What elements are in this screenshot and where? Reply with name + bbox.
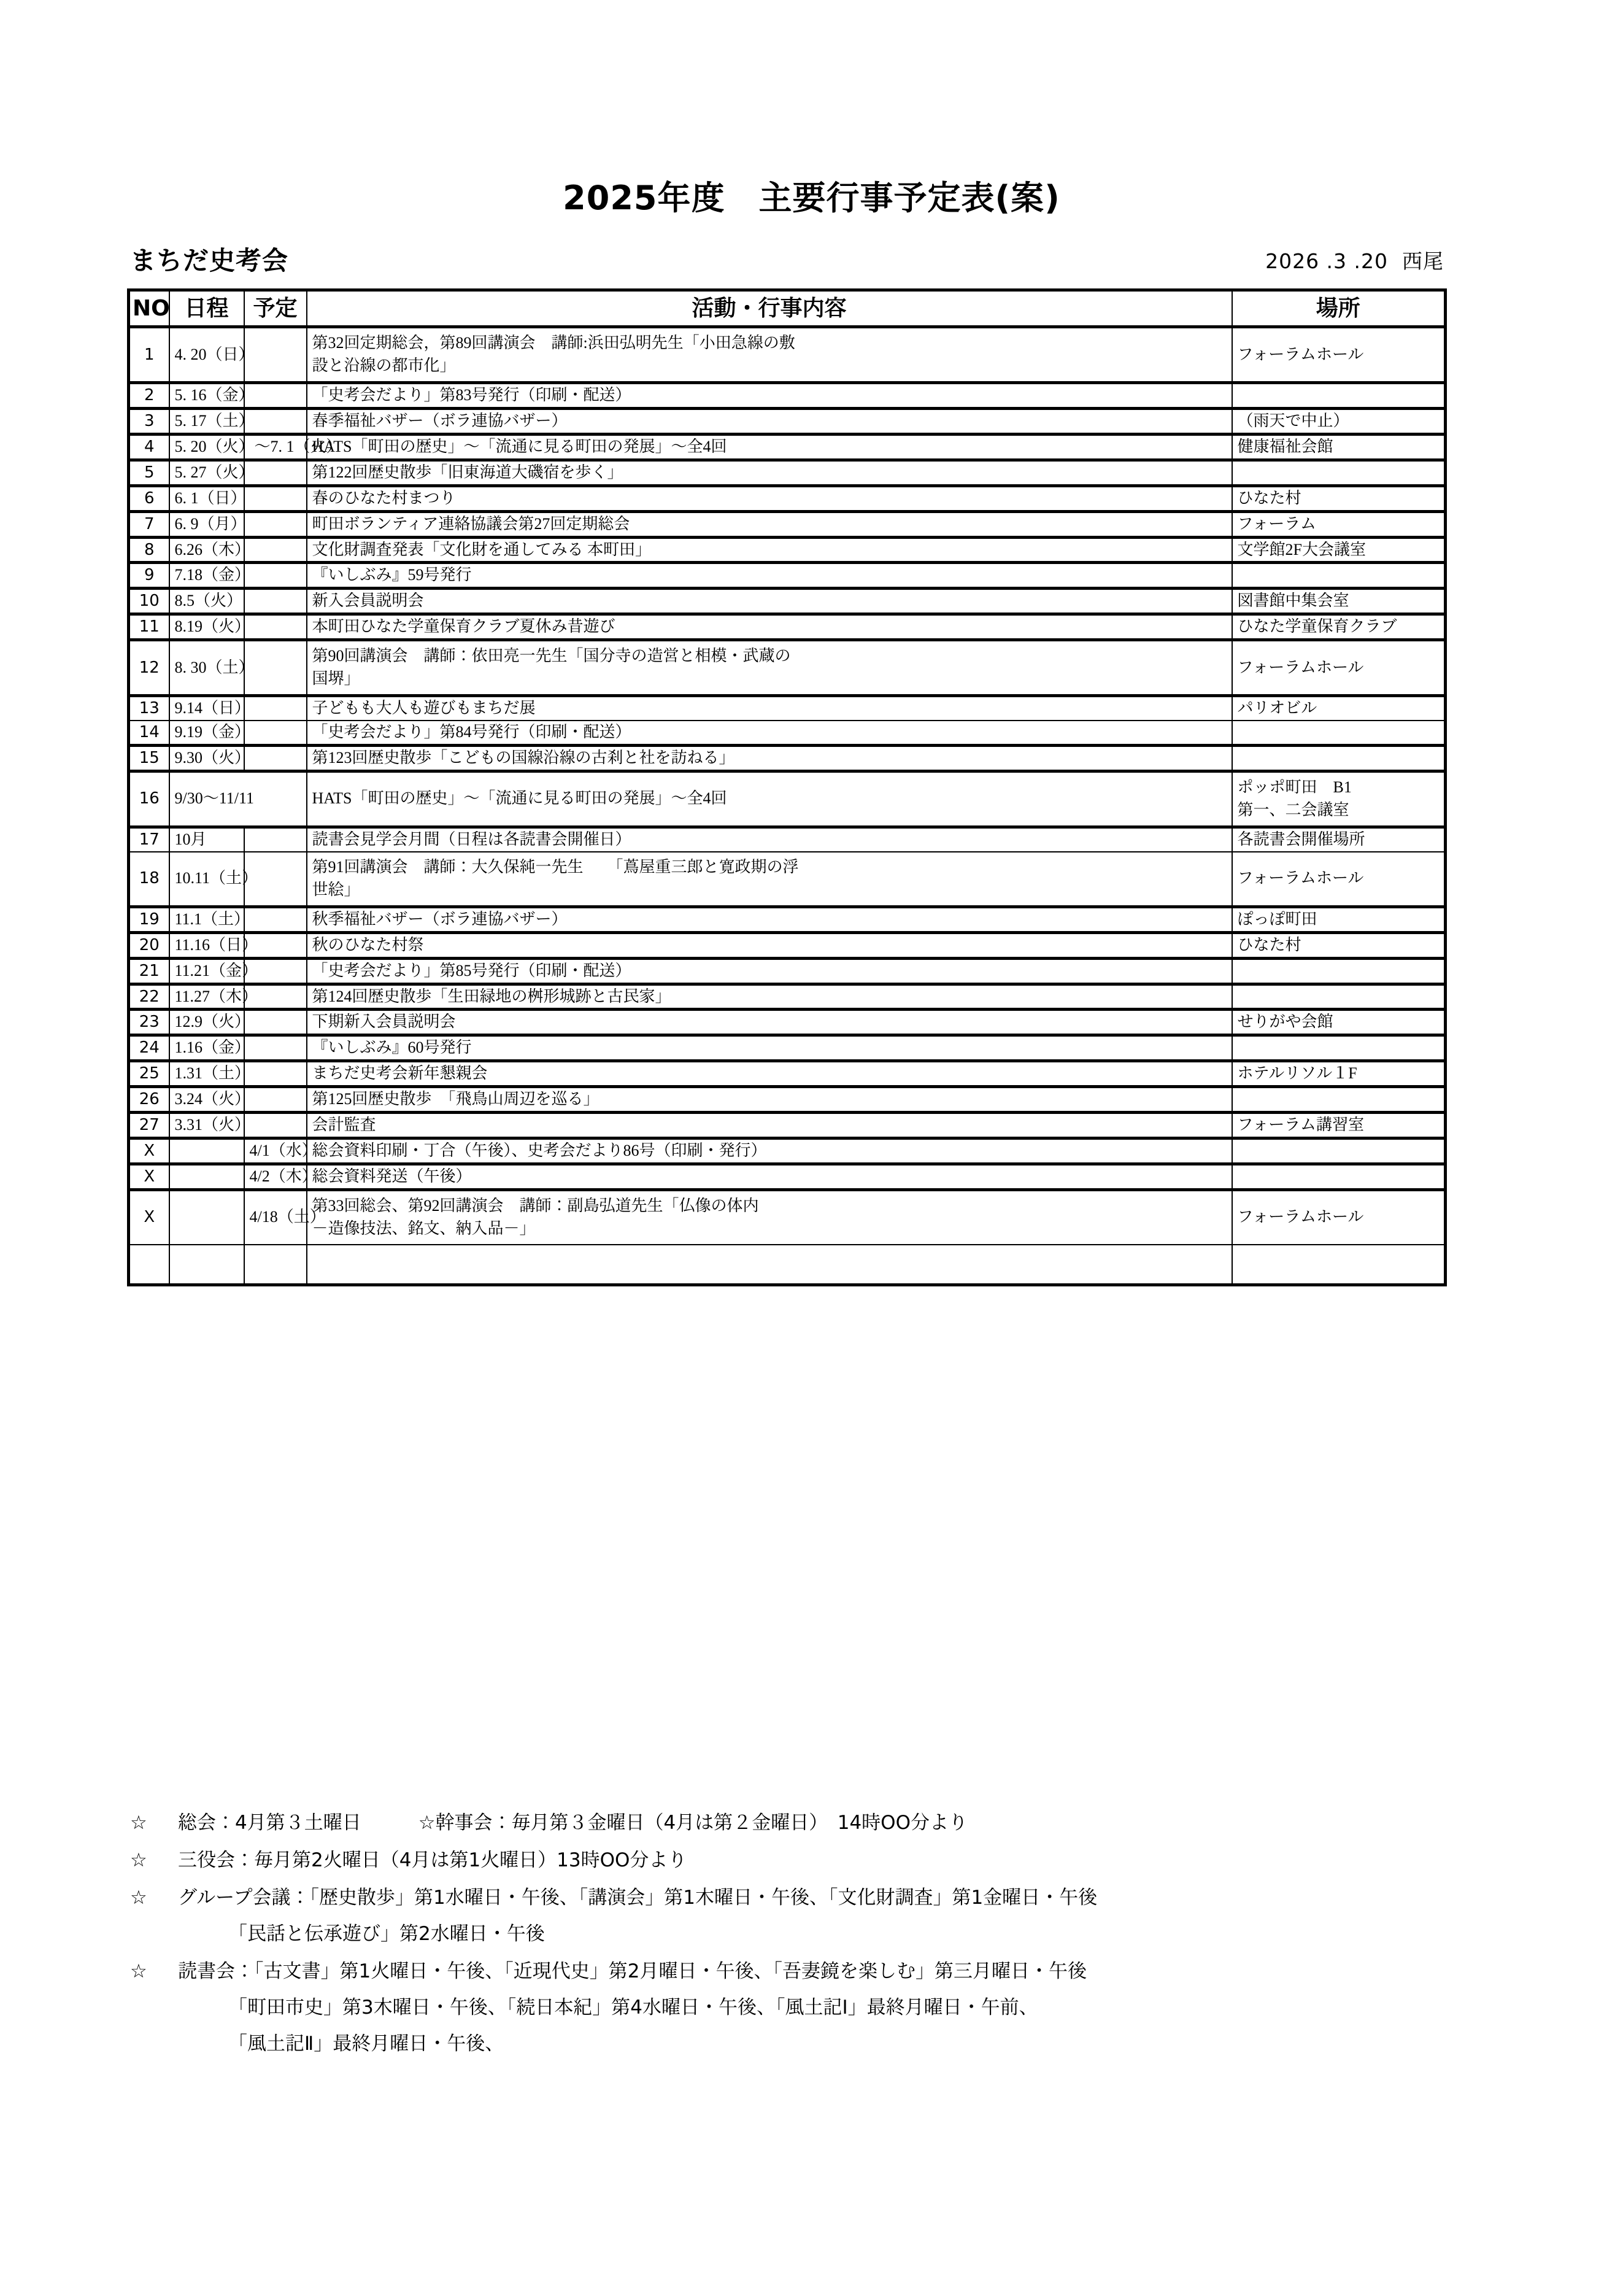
- column-header-activity: 活動・行事内容: [307, 290, 1232, 327]
- note-text: 三役会：毎月第2火曜日（4月は第1火曜日）13時OO分より: [178, 1849, 687, 1871]
- cell-date: 5. 16（金）: [169, 383, 244, 409]
- cell-plan: [244, 485, 307, 511]
- table-row: [129, 745, 1446, 771]
- table-row: [129, 1061, 1446, 1087]
- cell-place: フォーラムホール: [1232, 1189, 1446, 1245]
- cell-no: 20: [129, 932, 169, 958]
- table-row: [129, 537, 1446, 563]
- cell-place: [1232, 563, 1446, 589]
- cell-no: 6: [129, 485, 169, 511]
- cell-plan: [244, 721, 307, 745]
- cell-plan: [244, 614, 307, 640]
- table-row: [129, 563, 1446, 589]
- table-row: [129, 1138, 1446, 1164]
- cell-date: 10.11（土）: [169, 852, 244, 907]
- cell-place: [1232, 1087, 1446, 1113]
- cell-activity: [307, 383, 1232, 409]
- activity-line: 町田ボランティア連絡協議会第27回定期総会: [312, 514, 630, 533]
- cell-no: 4: [129, 434, 169, 460]
- cell-plan: [244, 1113, 307, 1138]
- cell-activity: [307, 1189, 1232, 1245]
- table-row: [129, 485, 1446, 511]
- cell-date: 8. 30（土）: [169, 640, 244, 696]
- table-header-row: [129, 290, 1446, 327]
- cell-date: 11.1（土）: [169, 906, 244, 932]
- activity-line: 読書会見学会月間（日程は各読書会開催日）: [312, 830, 631, 848]
- cell-activity: [307, 434, 1232, 460]
- table-row: [129, 1164, 1446, 1189]
- cell-plan: [244, 906, 307, 932]
- cell-place: フォーラムホール: [1232, 327, 1446, 383]
- cell-no: X: [129, 1138, 169, 1164]
- cell-no: 27: [129, 1113, 169, 1138]
- table-row: [129, 906, 1446, 932]
- cell-activity: [307, 1138, 1232, 1164]
- table-row: [129, 1189, 1446, 1245]
- cell-date: 3.31（火）: [169, 1113, 244, 1138]
- cell-date: 5. 20（火）〜7. 1（火）: [169, 434, 244, 460]
- cell-activity: [307, 852, 1232, 907]
- star-icon: ☆: [130, 1887, 147, 1909]
- note-continuation-line: 「風土記Ⅱ」最終月曜日・午後、: [228, 2033, 504, 2055]
- cell-place: [1232, 745, 1446, 771]
- cell-plan: [244, 827, 307, 851]
- cell-date: 7.18（金）: [169, 563, 244, 589]
- activity-line: まちだ史考会新年懇親会: [312, 1064, 488, 1083]
- cell-date: 9.19（金）: [169, 721, 244, 745]
- place-line: ポッポ町田 B1: [1237, 778, 1352, 796]
- cell-no: 11: [129, 614, 169, 640]
- cell-activity: [307, 696, 1232, 721]
- activity-line: 世絵」: [312, 880, 360, 899]
- cell-no: 22: [129, 984, 169, 1010]
- table-row: [129, 460, 1446, 485]
- cell-date: 3.24（火）: [169, 1087, 244, 1113]
- cell-place: （雨天で中止）: [1232, 409, 1446, 435]
- cell-date: 4. 20（日）: [169, 327, 244, 383]
- activity-line: 国堺」: [312, 670, 360, 688]
- cell-place: [1232, 958, 1446, 984]
- cell-no: 12: [129, 640, 169, 696]
- activity-line: 第33回総会、第92回講演会 講師：副島弘道先生「仏像の体内: [312, 1196, 759, 1215]
- cell-date: 8.5（火）: [169, 589, 244, 614]
- cell-no: 8: [129, 537, 169, 563]
- cell-no: 13: [129, 696, 169, 721]
- table-row: [129, 1035, 1446, 1061]
- cell-date: 8.19（火）: [169, 614, 244, 640]
- activity-line: 『いしぶみ』59号発行: [312, 566, 472, 584]
- activity-line: 第125回歴史散歩 「飛鳥山周辺を巡る」: [312, 1090, 599, 1108]
- cell-activity: [307, 511, 1232, 537]
- cell-place: [1232, 984, 1446, 1010]
- cell-no: [129, 1245, 169, 1285]
- cell-date: [169, 1138, 244, 1164]
- activity-line: 総会資料発送（午後）: [312, 1167, 472, 1185]
- cell-place: せりがや会館: [1232, 1010, 1446, 1035]
- cell-place: フォーラム講習室: [1232, 1113, 1446, 1138]
- cell-plan: [244, 1035, 307, 1061]
- cell-plan: [244, 1061, 307, 1087]
- column-header-plan: 予定: [244, 290, 307, 327]
- cell-activity: [307, 409, 1232, 435]
- cell-activity: [307, 827, 1232, 851]
- cell-activity: [307, 563, 1232, 589]
- cell-place: [1232, 383, 1446, 409]
- cell-activity: [307, 327, 1232, 383]
- table-row: [129, 1087, 1446, 1113]
- note-item: [130, 1962, 1541, 2054]
- table-row: [129, 696, 1446, 721]
- cell-no: 18: [129, 852, 169, 907]
- cell-place: 健康福祉会館: [1232, 434, 1446, 460]
- cell-no: 10: [129, 589, 169, 614]
- cell-activity: [307, 1035, 1232, 1061]
- cell-plan: [244, 537, 307, 563]
- cell-no: 2: [129, 383, 169, 409]
- revision-date-author: 2026 .3 .20 西尾: [1265, 249, 1444, 273]
- cell-no: 19: [129, 906, 169, 932]
- cell-date: 11.21（金）: [169, 958, 244, 984]
- cell-date: [169, 1164, 244, 1189]
- column-header-place: 場所: [1232, 290, 1446, 327]
- table-row: [129, 434, 1446, 460]
- cell-place: [1232, 460, 1446, 485]
- table-row: [129, 827, 1446, 851]
- table-row: [129, 771, 1446, 827]
- cell-place: パリオビル: [1232, 696, 1446, 721]
- activity-line: 第124回歴史散歩「生田緑地の桝形城跡と古民家」: [312, 987, 671, 1005]
- table-row: [129, 640, 1446, 696]
- cell-date: 1.31（土）: [169, 1061, 244, 1087]
- activity-line: HATS「町田の歴史」〜「流通に見る町田の発展」〜全4回: [312, 789, 727, 808]
- cell-date: [169, 1245, 244, 1285]
- cell-activity: [307, 932, 1232, 958]
- activity-line: 第32回定期総会，第89回講演会 講師:浜田弘明先生「小田急線の敷: [312, 334, 795, 352]
- cell-plan: [244, 696, 307, 721]
- cell-plan: [244, 563, 307, 589]
- table-row: [129, 852, 1446, 907]
- cell-place: ホテルリソル１F: [1232, 1061, 1446, 1087]
- cell-date: 11.16（日）: [169, 932, 244, 958]
- cell-activity: [307, 460, 1232, 485]
- activity-line: 秋のひなた村祭: [312, 935, 424, 954]
- activity-line: 第91回講演会 講師：大久保純一先生 「蔦屋重三郎と寛政期の浮: [312, 857, 799, 876]
- table-row: [129, 383, 1446, 409]
- table-row: [129, 511, 1446, 537]
- table-row: [129, 1113, 1446, 1138]
- cell-no: 26: [129, 1087, 169, 1113]
- activity-line: HATS「町田の歴史」〜「流通に見る町田の発展」〜全4回: [312, 437, 727, 455]
- note-text: グループ会議：「歴史散歩」第1水曜日・午後、「講演会」第1木曜日・午後、「文化財調査」第1金曜日・午後: [178, 1887, 1098, 1909]
- cell-plan: [244, 745, 307, 771]
- cell-activity: [307, 485, 1232, 511]
- cell-plan: [244, 1245, 307, 1285]
- table-row: [129, 1010, 1446, 1035]
- cell-date: 9.14（日）: [169, 696, 244, 721]
- activity-line: 「史考会だより」第85号発行（印刷・配送）: [312, 961, 631, 980]
- note-continuation-line: 「町田市史」第3木曜日・午後、「続日本紀」第4水曜日・午後、「風土記Ⅰ」最終月曜日・午前、: [228, 1996, 1038, 2019]
- cell-plan: [244, 589, 307, 614]
- activity-line: 文化財調査発表「文化財を通してみる 本町田」: [312, 540, 652, 559]
- activity-line: 設と沿線の都市化」: [312, 357, 456, 375]
- cell-date: 11.27（木）: [169, 984, 244, 1010]
- table-row: [129, 958, 1446, 984]
- cell-place: フォーラムホール: [1232, 640, 1446, 696]
- activity-line: 春季福祉バザー（ボラ連協バザー）: [312, 412, 568, 430]
- cell-plan: 4/2（木）: [244, 1164, 307, 1189]
- cell-place: [1232, 1138, 1446, 1164]
- activity-line: 会計監査: [312, 1116, 376, 1134]
- activity-line: 新入会員説明会: [312, 592, 424, 610]
- cell-activity: [307, 640, 1232, 696]
- table-row: [129, 409, 1446, 435]
- activity-line: 第122回歴史散歩「旧東海道大磯宿を歩く」: [312, 463, 623, 481]
- cell-activity: [307, 1245, 1232, 1285]
- activity-line: 『いしぶみ』60号発行: [312, 1038, 472, 1057]
- cell-plan: 4/18（土）: [244, 1189, 307, 1245]
- cell-place: [1232, 721, 1446, 745]
- cell-no: 7: [129, 511, 169, 537]
- activity-line: 「史考会だより」第83号発行（印刷・配送）: [312, 386, 631, 404]
- cell-activity: [307, 721, 1232, 745]
- star-icon: ☆: [130, 1849, 147, 1871]
- cell-activity: [307, 1164, 1232, 1189]
- cell-no: 25: [129, 1061, 169, 1087]
- cell-no: X: [129, 1189, 169, 1245]
- schedule-table-container: [127, 288, 1444, 1286]
- page-title: 2025年度 主要行事予定表(案): [563, 179, 1060, 217]
- cell-no: 15: [129, 745, 169, 771]
- table-row: [129, 984, 1446, 1010]
- table-row: [129, 327, 1446, 383]
- cell-place: ひなた村: [1232, 932, 1446, 958]
- cell-place: ひなた村: [1232, 485, 1446, 511]
- star-icon: ☆: [130, 1812, 147, 1834]
- note-item: [130, 1851, 1541, 1870]
- cell-date: 12.9（火）: [169, 1010, 244, 1035]
- activity-line: －造像技法、銘文、納入品－」: [312, 1219, 536, 1237]
- cell-activity: [307, 614, 1232, 640]
- cell-activity: [307, 745, 1232, 771]
- cell-date: [169, 1189, 244, 1245]
- cell-date: 6.26（木）: [169, 537, 244, 563]
- cell-date: 6. 9（月）: [169, 511, 244, 537]
- activity-line: 下期新入会員説明会: [312, 1013, 456, 1031]
- note-item: [130, 1888, 1541, 1944]
- cell-no: 9: [129, 563, 169, 589]
- cell-plan: 4/1（水）: [244, 1138, 307, 1164]
- place-line: 第一、二会議室: [1237, 800, 1349, 819]
- cell-no: 17: [129, 827, 169, 851]
- cell-place: [1232, 1164, 1446, 1189]
- note-text: 読書会：「古文書」第1火曜日・午後、「近現代史」第2月曜日・午後、「吾妻鏡を楽しむ」第三月曜日・午後: [178, 1960, 1087, 1982]
- cell-date: 6. 1（日）: [169, 485, 244, 511]
- table-row: [129, 614, 1446, 640]
- cell-date: 10月: [169, 827, 244, 851]
- activity-line: 第123回歴史散歩「こどもの国線沿線の古刹と社を訪ねる」: [312, 748, 735, 767]
- cell-plan: [244, 511, 307, 537]
- note-continuation-line: 「民話と伝承遊び」第2水曜日・午後: [228, 1923, 545, 1945]
- activity-line: 第90回講演会 講師：依田亮一先生「国分寺の造営と相模・武蔵の: [312, 647, 791, 665]
- table-body: [129, 327, 1446, 1285]
- cell-date: 5. 17（土）: [169, 409, 244, 435]
- column-header-no: NO: [129, 290, 169, 327]
- cell-date: 1.16（金）: [169, 1035, 244, 1061]
- cell-no: 16: [129, 771, 169, 827]
- cell-activity: [307, 1010, 1232, 1035]
- cell-activity: [307, 958, 1232, 984]
- cell-date: 9.30（火）: [169, 745, 244, 771]
- table-row: [129, 932, 1446, 958]
- cell-activity: [307, 1113, 1232, 1138]
- cell-place: フォーラムホール: [1232, 852, 1446, 907]
- footer-notes: [130, 1814, 1541, 2072]
- star-icon: ☆: [130, 1960, 147, 1982]
- activity-line: 総会資料印刷・丁合（午後）、史考会だより86号（印刷・発行）: [312, 1141, 767, 1159]
- note-item: [130, 1814, 1541, 1833]
- cell-activity: [307, 589, 1232, 614]
- activity-line: 春のひなた村まつり: [312, 489, 456, 507]
- column-header-date: 日程: [169, 290, 244, 327]
- cell-no: 14: [129, 721, 169, 745]
- cell-date: 5. 27（火）: [169, 460, 244, 485]
- cell-activity: [307, 1061, 1232, 1087]
- cell-no: 5: [129, 460, 169, 485]
- note-text: 総会：4月第３土曜日 ☆幹事会：毎月第３金曜日（4月は第２金曜日） 14時OO分より: [178, 1812, 968, 1834]
- cell-activity: [307, 1087, 1232, 1113]
- activity-line: 子どもも大人も遊びもまちだ展: [312, 699, 536, 717]
- cell-place: [1232, 1035, 1446, 1061]
- cell-no: X: [129, 1164, 169, 1189]
- cell-plan: [244, 1087, 307, 1113]
- cell-place: フォーラム: [1232, 511, 1446, 537]
- cell-plan: [244, 1010, 307, 1035]
- cell-place: [1232, 1245, 1446, 1285]
- cell-date: 9/30〜11/11: [169, 771, 307, 827]
- table-row: [129, 721, 1446, 745]
- organization-name: まちだ史考会: [130, 245, 289, 276]
- table-row: [129, 589, 1446, 614]
- activity-line: 本町田ひなた学童保育クラブ夏休み昔遊び: [312, 617, 615, 636]
- cell-place: ひなた学童保育クラブ: [1232, 614, 1446, 640]
- cell-no: 24: [129, 1035, 169, 1061]
- cell-activity: [307, 906, 1232, 932]
- table-row-blank: [129, 1245, 1446, 1285]
- activity-line: 秋季福祉バザー（ボラ連協バザー）: [312, 910, 568, 928]
- cell-no: 3: [129, 409, 169, 435]
- cell-place: 図書館中集会室: [1232, 589, 1446, 614]
- annual-schedule-table: [127, 288, 1447, 1286]
- cell-no: 1: [129, 327, 169, 383]
- cell-activity: [307, 537, 1232, 563]
- cell-place: [1232, 771, 1446, 827]
- cell-activity: [307, 984, 1232, 1010]
- cell-place: 文学館2F大会議室: [1232, 537, 1446, 563]
- cell-no: 23: [129, 1010, 169, 1035]
- cell-place: 各読書会開催場所: [1232, 827, 1446, 851]
- cell-place: ぽっぽ町田: [1232, 906, 1446, 932]
- cell-no: 21: [129, 958, 169, 984]
- cell-activity: [307, 771, 1232, 827]
- activity-line: 「史考会だより」第84号発行（印刷・配送）: [312, 723, 631, 741]
